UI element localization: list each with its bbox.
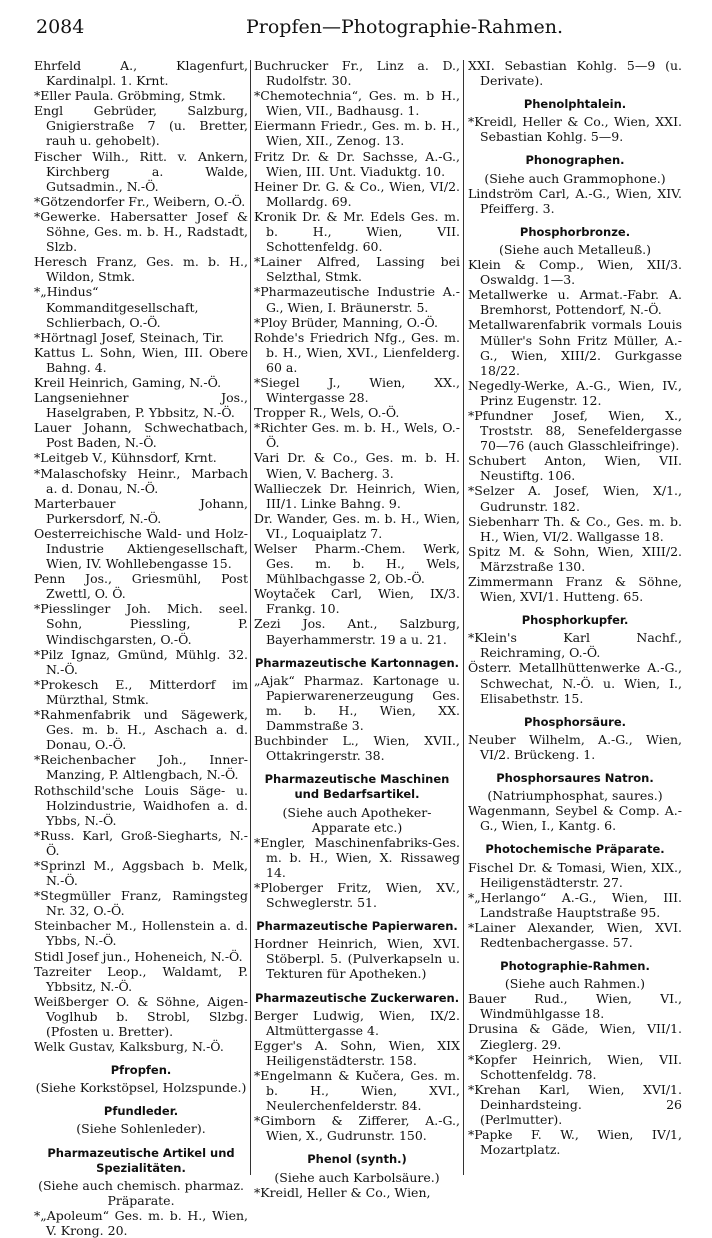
directory-entry: *Kreidl, Heller & Co., Wien, XXI. Sebastian Kohlg. 5—9. [468, 114, 682, 145]
section-heading: Pharmazeutische Kartonnagen. [254, 655, 460, 670]
cross-reference-note: (Siehe auch Metalleuß.) [498, 241, 652, 257]
cross-reference-note: (Siehe auch Apotheker-Apparate etc.) [282, 804, 432, 835]
directory-entry: *Ploy Brüder, Manning, O.-Ö. [254, 314, 438, 330]
directory-entry: Metallwerke u. Armat.-Fabr. A. Bremhorst, Pottendorf, N.-Ö. [468, 287, 682, 318]
directory-entry: *Leitgeb V., Kühnsdorf, Krnt. [34, 450, 217, 466]
directory-entry: *Engler, Maschinenfabriks-Ges. m. b. H., Wien, X. Rissaweg 14. [254, 834, 460, 880]
directory-entry: Penn Jos., Griesmühl, Post Zwettl, O. Ö. [34, 571, 248, 602]
directory-entry: Kronik Dr. & Mr. Edels Ges. m. b. H., Wien, VII. Schottenfeldg. 60. [254, 208, 460, 255]
directory-entry: Steinbacher M., Hollenstein a. d. Ybbs, N.-Ö. [34, 918, 248, 949]
column-rule [250, 60, 251, 1175]
section-heading: Phosphorsäure. [524, 714, 626, 729]
directory-entry: Rothschild'sche Louis Säge- u. Holzindustrie, Waidhofen a. d. Ybbs, N.-Ö. [34, 782, 248, 828]
directory-entry: *Siegel J., Wien, XX., Wintergasse 28. [254, 374, 460, 406]
directory-entry: Wagenmann, Seybel & Comp. A.-G., Wien, I., Kantg. 6. [468, 803, 682, 834]
page-number: 2084 [36, 16, 85, 38]
directory-entry: Woytaček Carl, Wien, IX/3. Frankg. 10. [254, 586, 460, 617]
directory-entry: Tazreiter Leop., Waldamt, P. Ybbsitz, N.-Ö. [34, 963, 248, 994]
directory-entry: Neuber Wilhelm, A.-G., Wien, VI/2. Brückeng. 1. [468, 731, 682, 762]
directory-entry: Welk Gustav, Kalksburg, N.-Ö. [34, 1039, 224, 1055]
directory-entry: *Chemotechnia“, Ges. m. b H., Wien, VII., Badhausg. 1. [254, 88, 460, 119]
section-heading: Pfundleder. [103, 1104, 179, 1119]
directory-entry: Heiner Dr. G. & Co., Wien, VI/2. Mollardg. 69. [254, 178, 460, 209]
directory-entry: *Stegmüller Franz, Ramingsteg Nr. 32, O.-Ö. [34, 888, 248, 919]
directory-entry: „Ajak“ Pharmaz. Kartonage u. Papierwarenerzeugung Ges. m. b. H., Wien, XX. Dammstraße 3. [254, 672, 460, 734]
directory-entry: Wallieczek Dr. Heinrich, Wien, III/1. Linke Bahng. 9. [254, 480, 460, 511]
section-heading: Phonographen. [525, 153, 625, 168]
directory-entry: Fritz Dr. & Dr. Sachsse, A.-G., Wien, III. Unt. Viaduktg. 10. [254, 148, 460, 179]
section-heading: Pharmazeutische Papierwaren. [256, 919, 458, 934]
directory-entry: Buchbinder L., Wien, XVII., Ottakringerstr. 38. [254, 733, 460, 764]
section-heading: Phosphorkupfer. [521, 613, 629, 628]
directory-entry: *Rahmenfabrik und Sägewerk, Ges. m. b. H., Aschach a. d. Donau, O.-Ö. [34, 707, 248, 753]
running-title: Propfen—Photographie-Rahmen. [246, 16, 564, 38]
directory-entry: *Prokesch E., Mitterdorf im Mürzthal, Stmk. [34, 676, 248, 707]
directory-entry: *„Apoleum“ Ges. m. b. H., Wien, V. Krong. 20. [34, 1207, 248, 1238]
cross-reference-note: (Siehe auch chemisch. pharmaz. Präparate. [38, 1177, 244, 1208]
section-heading: Pharmazeutische Zuckerwaren. [254, 990, 460, 1005]
directory-entry: Klein & Comp., Wien, XII/3. Oswaldg. 1—3. [468, 257, 682, 288]
page-header [0, 12, 712, 46]
directory-entry: Oesterreichische Wald- und Holz-Industrie Aktiengesellschaft, Wien, IV. Wohllebengasse 15. [34, 525, 248, 572]
column-1 [34, 58, 248, 1238]
directory-entry: *Lainer Alfred, Lassing bei Selzthal, Stmk. [254, 254, 460, 285]
directory-entry: *Engelmann & Kučera, Ges. m. b. H., Wien, XVI., Neulerchenfelderstr. 84. [254, 1068, 460, 1114]
directory-entry: Eiermann Friedr., Ges. m. b. H., Wien, XII., Zenog. 13. [254, 118, 460, 149]
cross-reference-note: (Siehe Korkstöpsel, Holzspunde.) [35, 1080, 247, 1096]
directory-entry: *Kreidl, Heller & Co., Wien, [254, 1184, 431, 1200]
cross-reference-note: (Siehe Sohlenleder). [76, 1121, 206, 1137]
cross-reference-note: (Natriumphosphat, saures.) [487, 788, 663, 804]
directory-entry: Zimmermann Franz & Söhne, Wien, XVI/1. Hutteng. 65. [468, 574, 682, 605]
directory-entry: *Papke F. W., Wien, IV/1, Mozartplatz. [468, 1127, 682, 1158]
directory-entry: Rohde's Friedrich Nfg., Ges. m. b. H., Wien, XVI., Lienfelderg. 60 a. [254, 329, 460, 375]
directory-entry: Hordner Heinrich, Wien, XVI. Stöberpl. 5. (Pulverkapseln u. Tekturen für Apotheken.) [254, 936, 460, 982]
section-heading: Phosphorsaures Natron. [496, 771, 654, 786]
section-heading: Phenolphtalein. [523, 97, 627, 112]
directory-entry: Lindström Carl, A.-G., Wien, XIV. Pfeifferg. 3. [468, 185, 682, 216]
cross-reference-note: (Siehe auch Rahmen.) [504, 976, 646, 992]
directory-entry: Dr. Wander, Ges. m. b. H., Wien, VI., Loquaiplatz 7. [254, 510, 460, 541]
section-heading: Pfropfen. [110, 1063, 172, 1078]
column-rule [463, 60, 464, 1175]
directory-entry: Kreil Heinrich, Gaming, N.-Ö. [34, 374, 222, 390]
directory-entry: Langseniehner Jos., Haselgraben, P. Ybbsitz, N.-Ö. [34, 390, 248, 421]
directory-entry: *Kopfer Heinrich, Wien, VII. Schottenfeldg. 78. [468, 1051, 682, 1082]
directory-entry: *Russ. Karl, Groß-Siegharts, N.-Ö. [34, 827, 248, 858]
directory-entry: Drusina & Gäde, Wien, VII/1. Zieglerg. 29. [468, 1021, 682, 1052]
directory-entry: *Richter Ges. m. b. H., Wels, O.-Ö. [254, 420, 460, 451]
section-heading: Phosphorbronze. [519, 224, 631, 239]
section-heading: Photochemische Präparate. [485, 842, 665, 857]
directory-entry: Ehrfeld A., Klagenfurt, Kardinalpl. 1. Krnt. [34, 58, 248, 89]
directory-entry: Negedly-Werke, A.-G., Wien, IV., Prinz Eugenstr. 12. [468, 377, 682, 408]
section-heading: Pharmazeutische Artikel und Spezialitäten. [47, 1145, 235, 1175]
directory-entry: Österr. Metallhüttenwerke A.-G., Schwechat, N.-Ö. u. Wien, I., Elisabethstr. 15. [468, 660, 682, 706]
directory-entry: Fischel Dr. & Tomasi, Wien, XIX., Heiligenstädterstr. 27. [468, 859, 682, 890]
directory-entry: Marterbauer Johann, Purkersdorf, N.-Ö. [34, 495, 248, 526]
directory-entry: *Reichenbacher Joh., Inner-Manzing, P. Altlengbach, N.-Ö. [34, 752, 248, 783]
directory-entry: Schubert Anton, Wien, VII. Neustiftg. 106. [468, 453, 682, 484]
directory-entry: Metallwarenfabrik vormals Louis Müller's Sohn Fritz Müller, A.-G., Wien, XIII/2. Gurkgasse 18/22. [468, 317, 682, 378]
directory-entry: *Ploberger Fritz, Wien, XV., Schweglerstr. 51. [254, 879, 460, 911]
directory-entry: XXI. Sebastian Kohlg. 5—9 (u. Derivate). [468, 58, 682, 89]
directory-entry: *Pfundner Josef, Wien, X., Troststr. 88, Senefeldergasse 70—76 (auch Glasschleifringe). [468, 407, 682, 454]
section-heading: Phenol (synth.) [307, 1152, 407, 1167]
directory-entry: Buchrucker Fr., Linz a. D., Rudolfstr. 30. [254, 58, 460, 89]
section-heading: Pharmazeutische Maschinen und Bedarfsartikel. [264, 772, 450, 802]
directory-entry: *Lainer Alexander, Wien, XVI. Redtenbachergasse. 57. [468, 919, 682, 950]
directory-entry: *Hörtnagl Josef, Steinach, Tir. [34, 329, 225, 345]
directory-entry: Vari Dr. & Co., Ges. m. b. H. Wien, V. Bacherg. 3. [254, 450, 460, 481]
directory-entry: Egger's A. Sohn, Wien, XIX Heiligenstädterstr. 158. [254, 1037, 460, 1068]
directory-entry: *Gimborn & Zifferer, A.-G., Wien, X., Gudrunstr. 150. [254, 1113, 460, 1144]
column-2 [254, 58, 460, 1200]
directory-entry: Welser Pharm.-Chem. Werk, Ges. m. b. H., Wels, Mühlbachgasse 2, Ob.-Ö. [254, 541, 460, 587]
directory-entry: *Pilz Ignaz, Gmünd, Mühlg. 32. N.-Ö. [34, 646, 248, 677]
directory-entry: Berger Ludwig, Wien, IX/2. Altmüttergasse 4. [254, 1007, 460, 1038]
directory-entry: Engl Gebrüder, Salzburg, Gnigierstraße 7 (u. Bretter, rauh u. gehobelt). [34, 103, 248, 149]
directory-entry: Heresch Franz, Ges. m. b. H., Wildon, Stmk. [34, 254, 248, 285]
directory-entry: *Gewerke. Habersatter Josef & Söhne, Ges. m. b. H., Radstadt, Slzb. [34, 208, 248, 255]
directory-entry: *„Herlango“ A.-G., Wien, III. Landstraße Hauptstraße 95. [468, 889, 682, 920]
cross-reference-note: (Siehe auch Karbolsäure.) [274, 1169, 440, 1185]
directory-entry: *Krehan Karl, Wien, XVI/1. Deinhardsteing. 26 (Perlmutter). [468, 1081, 682, 1127]
directory-entry: *Malaschofsky Heinr., Marbach a. d. Donau, N.-Ö. [34, 465, 248, 496]
section-heading: Photographie-Rahmen. [500, 959, 650, 974]
directory-entry: *Pharmazeutische Industrie A.-G., Wien, I. Bräunerstr. 5. [254, 284, 460, 315]
column-3 [468, 58, 682, 1188]
directory-entry: Kattus L. Sohn, Wien, III. Obere Bahng. 4. [34, 344, 248, 375]
directory-entry: Siebenharr Th. & Co., Ges. m. b. H., Wien, VI/2. Wallgasse 18. [468, 513, 682, 544]
directory-entry: Weißberger O. & Söhne, Aigen-Voglhub b. Strobl, Slzbg. (Pfosten u. Bretter). [34, 993, 248, 1039]
directory-entry: Stidl Josef jun., Hoheneich, N.-Ö. [34, 948, 243, 964]
directory-entry: Lauer Johann, Schwechatbach, Post Baden, N.-Ö. [34, 420, 248, 451]
directory-entry: Bauer Rud., Wien, VI., Windmühlgasse 18. [468, 991, 682, 1022]
directory-entry: *Selzer A. Josef, Wien, X/1., Gudrunstr. 182. [468, 483, 682, 514]
directory-entry: *Klein's Karl Nachf., Reichraming, O.-Ö. [468, 630, 682, 661]
directory-entry: *Götzendorfer Fr., Weibern, O.-Ö. [34, 193, 246, 209]
directory-entry: Tropper R., Wels, O.-Ö. [254, 405, 400, 421]
cross-reference-note: (Siehe auch Grammophone.) [484, 170, 666, 186]
directory-entry: Zezi Jos. Ant., Salzburg, Bayerhammerstr. 19 a u. 21. [254, 616, 460, 647]
directory-entry: *„Hindus“ Kommanditgesellschaft, Schlierbach, O.-Ö. [34, 284, 199, 330]
directory-entry: Fischer Wilh., Ritt. v. Ankern, Kirchberg a. Walde, Gutsadmin., N.-Ö. [34, 148, 248, 194]
directory-entry: *Eller Paula. Gröbming, Stmk. [34, 88, 226, 104]
directory-entry: *Sprinzl M., Aggsbach b. Melk, N.-Ö. [34, 857, 248, 889]
directory-entry: Spitz M. & Sohn, Wien, XIII/2. Märzstraße 130. [468, 543, 682, 574]
directory-entry: *Piesslinger Joh. Mich. seel. Sohn, Piessling, P. Windischgarsten, O.-Ö. [34, 601, 248, 647]
